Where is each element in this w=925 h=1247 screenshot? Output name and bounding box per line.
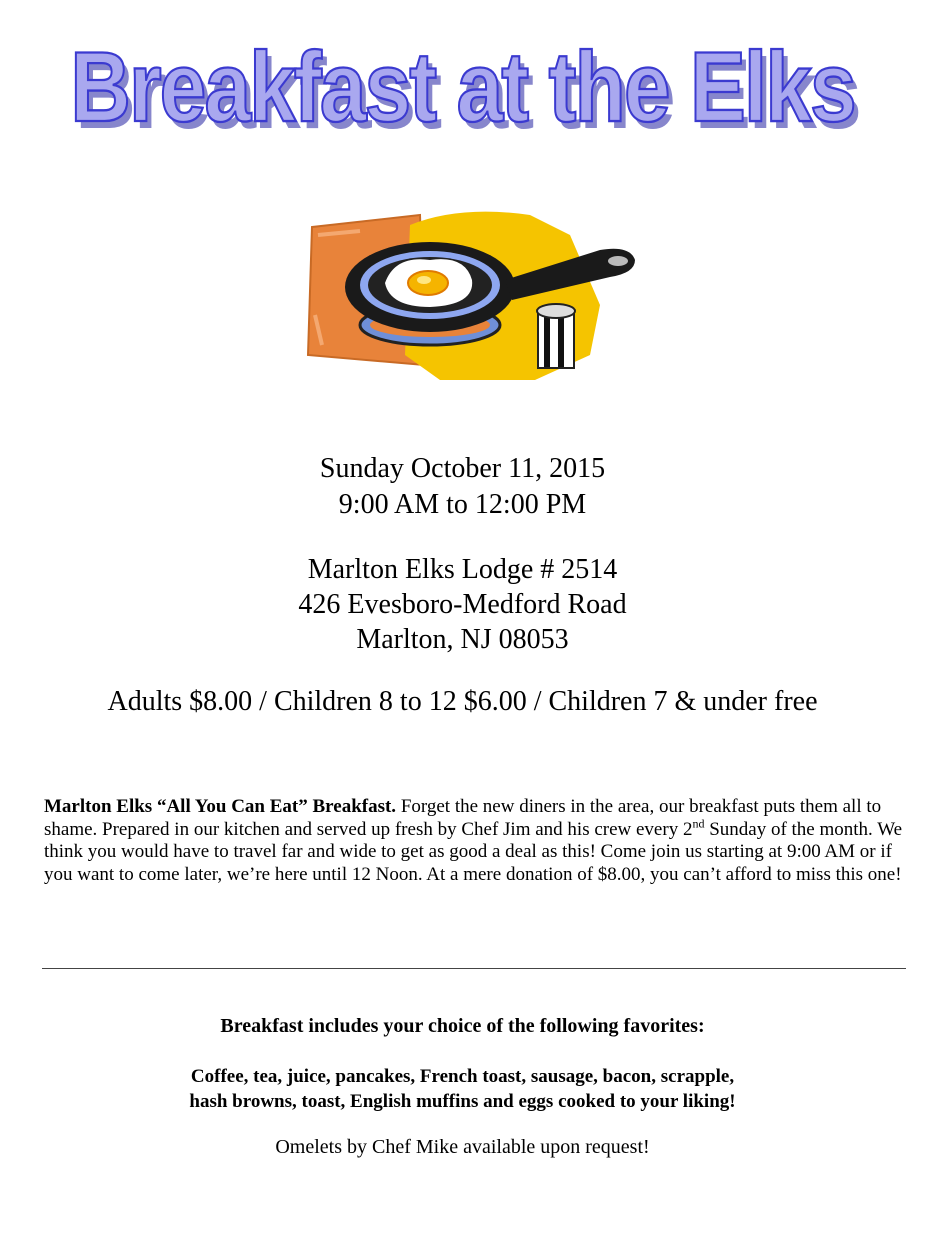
- event-venue: Marlton Elks Lodge # 2514: [307, 554, 618, 585]
- items-line-1: Coffee, tea, juice, pancakes, French toast, sausage, bacon, scrapple,: [190, 1066, 735, 1087]
- event-city: Marlton, NJ 08053: [356, 624, 569, 655]
- page-title: Breakfast at the Elks: [70, 31, 855, 143]
- includes-heading: Breakfast includes your choice of the following favorites:: [220, 1015, 705, 1037]
- event-time: 9:00 AM to 12:00 PM: [338, 489, 587, 520]
- event-prices: Adults $8.00 / Children 8 to 12 $6.00 / Children 7 & under free: [107, 686, 818, 717]
- includes-items: [0, 1064, 925, 1114]
- items-line-2: hash browns, toast, English muffins and eggs cooked to your liking!: [189, 1091, 736, 1112]
- omelets-note: Omelets by Chef Mike available upon request!: [275, 1136, 650, 1158]
- description-part2: Sunday of the month. We think you would have to travel far and wide to get as good a deal as this! Come join us starting at 9:00 AM or if you want to come later, we’re here until 12 Noon. At a mere donation of $8.00, you can’t afford to miss this one!: [44, 818, 903, 885]
- ordinal-suffix: nd: [692, 816, 705, 831]
- description-paragraph: [44, 796, 909, 886]
- event-street: 426 Evesboro-Medford Road: [298, 589, 627, 620]
- divider: [42, 968, 906, 969]
- event-date: Sunday October 11, 2015: [319, 453, 606, 484]
- description-part1: Forget the new diners in the area, our breakfast puts them all to shame. Prepared in our kitchen and served up fresh by Chef Jim and his crew every 2: [44, 796, 882, 840]
- description-lead: Marlton Elks “All You Can Eat” Breakfast.: [44, 796, 397, 817]
- frying-pan-egg-icon: [300, 205, 645, 385]
